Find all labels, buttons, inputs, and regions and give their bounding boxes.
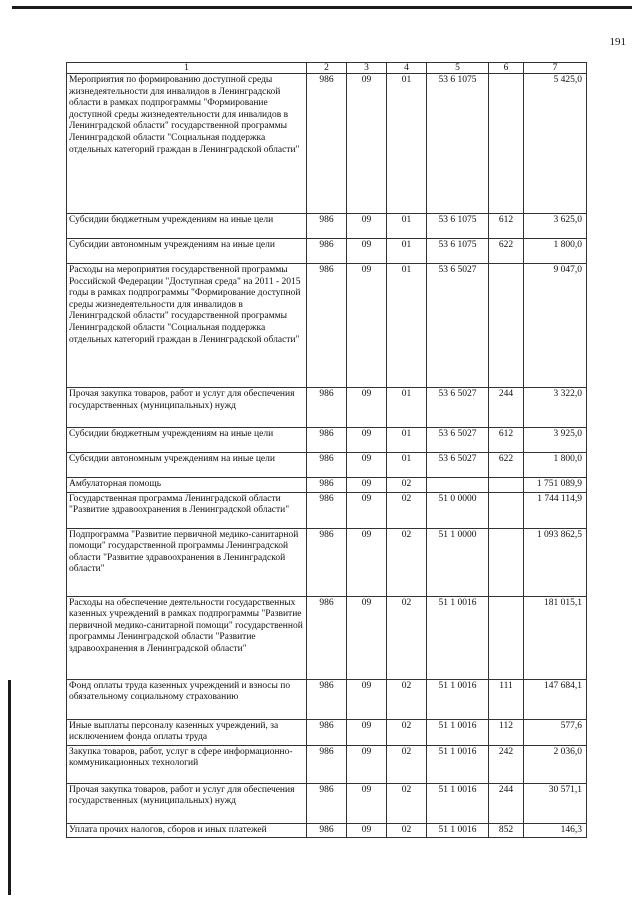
row-code-col3: 09: [347, 783, 387, 823]
row-code-col2: 986: [307, 596, 347, 679]
row-amount: 30 571,1: [524, 783, 587, 823]
row-code-col4: 01: [387, 388, 427, 428]
row-code-col6: 112: [489, 719, 524, 745]
row-code-col2: 986: [307, 478, 347, 493]
row-amount: 9 047,0: [524, 264, 587, 388]
table-row: [67, 239, 587, 264]
row-code-col4: 02: [387, 679, 427, 719]
row-code-col5: 53 6 1075: [427, 214, 489, 239]
row-code-col5: 51 1 0016: [427, 823, 489, 838]
row-code-col6: 244: [489, 388, 524, 428]
row-code-col2: 986: [307, 428, 347, 453]
row-name: Фонд оплаты труда казенных учреждений и взносы по обязательному социальному страхованию: [67, 679, 307, 719]
row-code-col3: 09: [347, 596, 387, 679]
row-code-col3: 09: [347, 823, 387, 838]
column-header: 5: [427, 63, 489, 74]
budget-table: [66, 62, 587, 838]
row-code-col4: 02: [387, 478, 427, 493]
row-code-col4: 01: [387, 428, 427, 453]
table-row: [67, 428, 587, 453]
row-code-col5: 51 0 0000: [427, 492, 489, 528]
row-code-col5: 51 1 0016: [427, 745, 489, 783]
row-code-col4: 02: [387, 719, 427, 745]
row-code-col5: 51 1 0016: [427, 596, 489, 679]
row-code-col4: 01: [387, 264, 427, 388]
row-amount: 3 625,0: [524, 214, 587, 239]
row-code-col6: 622: [489, 453, 524, 478]
table-row: [67, 453, 587, 478]
row-code-col4: 01: [387, 74, 427, 214]
row-code-col3: 09: [347, 492, 387, 528]
header-row: [67, 63, 587, 74]
row-code-col3: 09: [347, 388, 387, 428]
row-code-col5: 53 6 5027: [427, 264, 489, 388]
row-code-col3: 09: [347, 719, 387, 745]
row-amount: 3 322,0: [524, 388, 587, 428]
column-header: 7: [524, 63, 587, 74]
column-header: 3: [347, 63, 387, 74]
scan-left-mark: [8, 680, 11, 895]
column-header: 1: [67, 63, 307, 74]
row-code-col4: 02: [387, 528, 427, 596]
table-row: [67, 74, 587, 214]
row-code-col4: 01: [387, 214, 427, 239]
row-code-col5: 53 6 1075: [427, 239, 489, 264]
row-code-col6: [489, 492, 524, 528]
row-name: Закупка товаров, работ, услуг в сфере информационно-коммуникационных технологий: [67, 745, 307, 783]
row-name: Прочая закупка товаров, работ и услуг для обеспечения государственных (муниципальных) нужд: [67, 388, 307, 428]
row-code-col5: 53 6 5027: [427, 428, 489, 453]
row-amount: 3 925,0: [524, 428, 587, 453]
row-code-col3: 09: [347, 679, 387, 719]
row-code-col6: 244: [489, 783, 524, 823]
row-code-col2: 986: [307, 783, 347, 823]
row-code-col2: 986: [307, 679, 347, 719]
column-header: 6: [489, 63, 524, 74]
row-code-col5: 51 1 0016: [427, 719, 489, 745]
row-code-col5: 51 1 0016: [427, 783, 489, 823]
table-row: [67, 478, 587, 493]
row-amount: 1 751 089,9: [524, 478, 587, 493]
row-name: Субсидии бюджетным учреждениям на иные цели: [67, 428, 307, 453]
row-code-col4: 01: [387, 453, 427, 478]
column-header: 2: [307, 63, 347, 74]
row-name: Субсидии автономным учреждениям на иные цели: [67, 239, 307, 264]
row-code-col2: 986: [307, 264, 347, 388]
row-code-col2: 986: [307, 388, 347, 428]
table-row: [67, 596, 587, 679]
row-code-col6: [489, 74, 524, 214]
row-amount: 577,6: [524, 719, 587, 745]
row-code-col3: 09: [347, 453, 387, 478]
row-name: Расходы на обеспечение деятельности государственных казенных учреждений в рамках подпрограммы "Развитие первичной медико-санитарной помощи" государственной программы Ленинградской области "Развитие здравоохранения в Ленинградской области": [67, 596, 307, 679]
row-code-col2: 986: [307, 74, 347, 214]
row-code-col5: 51 1 0000: [427, 528, 489, 596]
row-code-col6: 111: [489, 679, 524, 719]
row-code-col4: 02: [387, 745, 427, 783]
table-row: [67, 214, 587, 239]
row-name: Государственная программа Ленинградской области "Развитие здравоохранения в Ленинградской области": [67, 492, 307, 528]
row-code-col6: [489, 264, 524, 388]
row-code-col2: 986: [307, 453, 347, 478]
row-code-col3: 09: [347, 264, 387, 388]
row-code-col4: 02: [387, 596, 427, 679]
row-code-col2: 986: [307, 823, 347, 838]
column-header: 4: [387, 63, 427, 74]
row-amount: 1 744 114,9: [524, 492, 587, 528]
row-amount: 1 800,0: [524, 239, 587, 264]
table-row: [67, 492, 587, 528]
table-row: [67, 745, 587, 783]
row-amount: 146,3: [524, 823, 587, 838]
row-code-col6: 612: [489, 214, 524, 239]
row-code-col6: [489, 478, 524, 493]
row-code-col5: 53 6 1075: [427, 74, 489, 214]
row-code-col4: 02: [387, 783, 427, 823]
row-code-col3: 09: [347, 214, 387, 239]
row-code-col2: 986: [307, 492, 347, 528]
table-row: [67, 823, 587, 838]
row-code-col4: 02: [387, 823, 427, 838]
row-name: Субсидии автономным учреждениям на иные цели: [67, 453, 307, 478]
table-row: [67, 264, 587, 388]
row-name: Подпрограмма "Развитие первичной медико-санитарной помощи" государственной программы Ленинградской области "Развитие здравоохранения в Ленинградской области": [67, 528, 307, 596]
scan-top-border: [12, 6, 632, 9]
row-code-col5: 53 6 5027: [427, 388, 489, 428]
row-code-col6: [489, 596, 524, 679]
table-row: [67, 783, 587, 823]
row-code-col3: 09: [347, 74, 387, 214]
row-code-col3: 09: [347, 239, 387, 264]
row-code-col3: 09: [347, 745, 387, 783]
row-code-col3: 09: [347, 528, 387, 596]
page-number: 191: [609, 36, 626, 48]
row-code-col2: 986: [307, 239, 347, 264]
row-code-col6: 852: [489, 823, 524, 838]
row-code-col4: 01: [387, 239, 427, 264]
row-code-col2: 986: [307, 214, 347, 239]
row-code-col5: [427, 478, 489, 493]
row-name: Расходы на мероприятия государственной программы Российской Федерации "Доступная среда" на 2011 - 2015 годы в рамках подпрограммы "Формирование доступной среды жизнедеятельности для инвалидов в Ленинградской области" государственной программы Ленинградской области "Социальная поддержка отдельных категорий граждан в Ленинградской области": [67, 264, 307, 388]
row-amount: 5 425,0: [524, 74, 587, 214]
row-amount: 1 800,0: [524, 453, 587, 478]
row-code-col6: [489, 528, 524, 596]
row-code-col6: 622: [489, 239, 524, 264]
row-code-col2: 986: [307, 528, 347, 596]
row-code-col5: 51 1 0016: [427, 679, 489, 719]
row-code-col6: 612: [489, 428, 524, 453]
table-row: [67, 719, 587, 745]
row-code-col2: 986: [307, 745, 347, 783]
row-amount: 181 015,1: [524, 596, 587, 679]
row-code-col2: 986: [307, 719, 347, 745]
row-code-col6: 242: [489, 745, 524, 783]
row-code-col3: 09: [347, 428, 387, 453]
row-code-col3: 09: [347, 478, 387, 493]
row-amount: 2 036,0: [524, 745, 587, 783]
row-name: Иные выплаты персоналу казенных учреждений, за исключением фонда оплаты труда: [67, 719, 307, 745]
row-amount: 1 093 862,5: [524, 528, 587, 596]
row-name: Уплата прочих налогов, сборов и иных платежей: [67, 823, 307, 838]
row-name: Мероприятия по формированию доступной среды жизнедеятельности для инвалидов в Ленинградской области в рамках подпрограммы "Формирование доступной среды жизнедеятельности для инвалидов в Ленинградской области" государственной программы Ленинградской области "Социальная поддержка отдельных категорий граждан в Ленинградской области": [67, 74, 307, 214]
table-row: [67, 388, 587, 428]
row-code-col5: 53 6 5027: [427, 453, 489, 478]
row-name: Субсидии бюджетным учреждениям на иные цели: [67, 214, 307, 239]
row-code-col4: 02: [387, 492, 427, 528]
table-row: [67, 679, 587, 719]
row-name: Амбулаторная помощь: [67, 478, 307, 493]
row-name: Прочая закупка товаров, работ и услуг для обеспечения государственных (муниципальных) нужд: [67, 783, 307, 823]
table-row: [67, 528, 587, 596]
row-amount: 147 684,1: [524, 679, 587, 719]
